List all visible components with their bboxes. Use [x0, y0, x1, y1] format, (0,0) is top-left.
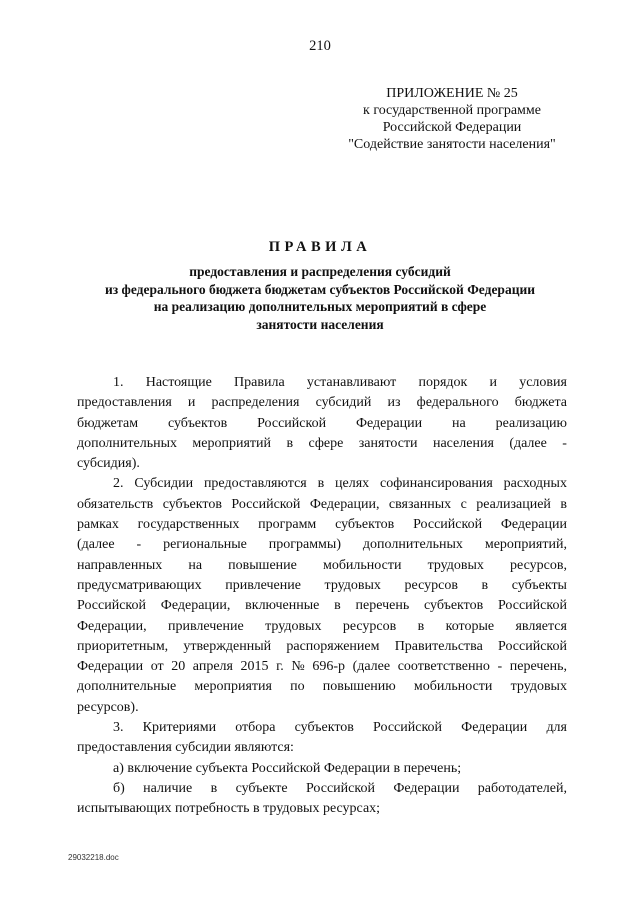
file-name-footer: 29032218.doc [68, 853, 119, 862]
body-line: Федерации, привлечение трудовых ресурсов в которые является [77, 618, 567, 634]
appendix-program-name: "Содействие занятости населения" [348, 137, 556, 152]
body-line: субсидия). [77, 456, 140, 472]
body-line: предоставления и распределения субсидий из федерального бюджета [77, 395, 567, 411]
body-line: Федерации от 20 апреля 2015 г. № 696-р (далее соответственно - перечень, [77, 659, 567, 675]
body-line: бюджетам субъектов Российской Федерации на реализацию [77, 415, 567, 431]
body-line: 1. Настоящие Правила устанавливают порядок и условия [113, 375, 567, 390]
body-line: 2. Субсидии предоставляются в целях софинансирования расходных [113, 476, 567, 492]
appendix-program-line: к государственной программе [363, 103, 541, 118]
body-line: 3. Критериями отбора субъектов Российской Федерации для [113, 720, 567, 736]
body-line: испытывающих потребность в трудовых ресурсах; [77, 801, 381, 817]
body-line: (далее - региональные программы) дополнительных мероприятий, [77, 537, 567, 553]
body-line: а) включение субъекта Российской Федерации в перечень; [113, 760, 462, 776]
subtitle-line: на реализацию дополнительных мероприятий в сфере [153, 299, 487, 314]
subtitle-line: предоставления и распределения субсидий [189, 264, 451, 279]
subtitle-line: занятости населения [256, 316, 384, 332]
body-line: б) наличие в субъекте Российской Федерации работодателей, [113, 780, 567, 796]
body-line: Российской Федерации, включенные в перечень субъектов Российской [77, 598, 567, 614]
appendix-number: ПРИЛОЖЕНИЕ № 25 [386, 86, 518, 101]
body-line: рамках государственных программ субъектов Российской Федерации [77, 517, 567, 533]
document-title: ПРАВИЛА [268, 239, 372, 255]
page-number: 210 [309, 38, 331, 54]
body-line: обязательств субъектов Российской Федерации, связанных с реализацией в [77, 496, 567, 512]
appendix-header [332, 85, 572, 153]
body-line: предусматривающих привлечение трудовых ресурсов в субъекты [77, 577, 567, 593]
appendix-federation-line: Российской Федерации [382, 120, 522, 135]
body-line: дополнительных мероприятий в сфере занятости населения (далее - [77, 435, 567, 451]
document-subtitle [40, 263, 600, 333]
body-line: дополнительные мероприятия по повышению мобильности трудовых [77, 679, 567, 695]
body-line: предоставления субсидии являются: [77, 740, 294, 756]
document-body [77, 373, 567, 820]
subtitle-line: из федерального бюджета бюджетам субъектов Российской Федерации [104, 281, 536, 297]
body-line: ресурсов). [77, 699, 139, 715]
body-line: приоритетным, утвержденный распоряжением Правительства Российской [77, 638, 567, 654]
body-line: направленных на повышение мобильности трудовых ресурсов, [77, 557, 567, 573]
